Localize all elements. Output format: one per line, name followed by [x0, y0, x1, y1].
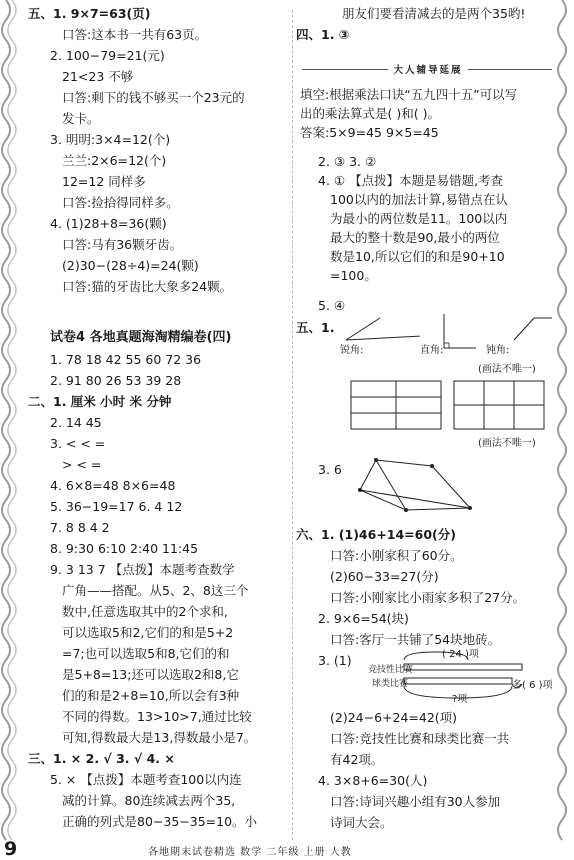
left-answer-line: 兰兰:2×6=12(个) [62, 153, 167, 168]
left-answer-line: 发卡。 [62, 111, 100, 126]
right-answer-line: (2)60−33=27(分) [330, 569, 439, 584]
footer-book-info: 各地期末试卷精选 数学 二年级 上册 人教 [148, 847, 352, 858]
bar-top-count-paren: ( 24 )项 [442, 649, 479, 660]
left-answer-line: 2. 100−79=21(元) [50, 48, 165, 63]
left-answer-line: 可知,得数最大是13,得数最小是7。 [62, 730, 257, 745]
banner-line-left [302, 69, 388, 70]
right-answer-line: 口答:小刚家比小雨家多积了27分。 [330, 590, 526, 605]
parent-guidance-banner [302, 62, 552, 76]
left-answer-line: 2. 14 45 [50, 415, 102, 430]
left-answer-line: 5. × 【点拨】本题考查100以内连 [50, 772, 242, 787]
left-answer-line: 五、1. 9×7=63(页) [28, 6, 151, 21]
bar-more-label: 多 [512, 680, 522, 691]
right-answer-line: 口答:诗词兴趣小组有30人参加 [330, 794, 501, 809]
right-answer-line: 填空:根据乘法口诀“五九四十五”可以写 [300, 87, 518, 102]
page-footer [0, 838, 574, 860]
left-answer-line: 正确的列式是80−35−35=10。小 [62, 814, 258, 829]
right-answer-line: 出的乘法算式是( )和( )。 [300, 106, 440, 121]
left-answer-line: 口答:剩下的钱不够买一个23元的 [62, 90, 245, 105]
right-answer-line: =100。 [330, 268, 377, 283]
left-answer-line: (2)30−(28÷4)=24(颗) [62, 258, 199, 273]
banner-line-right [468, 69, 552, 70]
bar-top-unit: 项 [468, 649, 479, 660]
bar-label-ball-games: 球类比赛 [372, 679, 409, 689]
right-answer-line: 4. ① 【点拨】本题是易错题,考查 [318, 173, 504, 188]
column-divider [292, 10, 293, 840]
rectangle-grid-left [351, 381, 441, 429]
left-answer-line: 4. 6×8=48 8×6=48 [50, 478, 176, 493]
right-answer-line: (2)24−6+24=42(项) [330, 710, 458, 725]
left-answer-line: 2. 91 80 26 53 39 28 [50, 373, 182, 388]
left-answer-line: 口答:马有36颗牙齿。 [62, 237, 183, 252]
drawing-note-1: (画法不唯一) [478, 364, 536, 375]
obtuse-angle [514, 318, 552, 340]
right-answer-line: 五、1. [296, 320, 335, 335]
left-answer-line: 们的和是2+8=10,所以会有3种 [62, 688, 240, 703]
left-answer-line: 3. 明明:3×4=12(个) [50, 132, 171, 147]
left-answer-line: 12=12 同样多 [62, 174, 146, 189]
left-answer-line: 1. 78 18 42 55 60 72 36 [50, 352, 202, 367]
drawing-note-2: (画法不唯一) [478, 438, 536, 449]
banner-text: 大人辅导延展 [390, 62, 466, 76]
right-answer-line: 为最小的两位数是11。100以内 [330, 211, 508, 226]
rectangle-grid-right [454, 381, 544, 429]
right-answer-line: 4. 3×8+6=30(人) [318, 773, 428, 788]
right-answer-line: 3. 6 [318, 462, 342, 477]
right-answer-line: 四、1. ③ [296, 27, 350, 42]
left-answer-line: 可以选取5和2,它们的和是5+2 [62, 625, 234, 640]
right-answer-line: 六、1. (1)46+14=60(分) [296, 527, 456, 542]
right-answer-line: 数是10,所以它们的和是90+10 [330, 249, 505, 264]
acute-angle-label: 锐角: [340, 345, 364, 356]
line-segments-figure [358, 456, 478, 516]
left-answer-line: 三、1. × 2. √ 3. √ 4. × [28, 751, 175, 766]
right-answer-line: 答案:5×9=45 9×5=45 [300, 125, 439, 140]
right-answer-line: 2. 9×6=54(块) [318, 611, 409, 626]
test-paper-4-title: 试卷4 各地真题海淘精编卷(四) [50, 330, 232, 345]
left-answer-line: 口答:捡拾得同样多。 [62, 195, 179, 210]
ball-games-bar [404, 678, 512, 684]
bar-more-unit: 项 [542, 680, 553, 691]
left-answer-line: 不同的得数。13>10>7,通过比较 [62, 709, 252, 724]
left-answer-line: 3. < < = [50, 436, 106, 451]
bar-more-count: 6 [529, 680, 536, 691]
right-answer-line: 100以内的加法计算,易错点在认 [330, 192, 508, 207]
left-answer-line: 口答:这本书一共有63页。 [62, 27, 208, 42]
left-answer-line: 减的计算。80连续减去两个35, [62, 793, 236, 808]
left-answer-line: 二、1. 厘米 小时 米 分钟 [28, 394, 172, 409]
bar-question: ?项 [452, 694, 468, 705]
left-wavy-border [0, 0, 22, 860]
right-angle-label: 直角: [420, 345, 444, 356]
right-answer-line: 3. (1) [318, 653, 352, 668]
right-answer-line: 口答:客厅一共铺了54块地砖。 [330, 632, 501, 647]
left-answer-line: 广角——搭配。从5、2、8这三个 [62, 583, 249, 598]
page-number: 9 [4, 838, 18, 860]
left-answer-line: 4. (1)28+8=36(颗) [50, 216, 167, 231]
left-answer-line: 数中,任意选取其中的2个求和, [62, 604, 228, 619]
right-answer-line: 口答:小刚家积了60分。 [330, 548, 463, 563]
left-answer-line: 5. 36−19=17 6. 4 12 [50, 499, 183, 514]
competition-bar [404, 664, 522, 670]
bar-label-competition: 竞技性比赛 [368, 665, 414, 675]
left-answer-line: 是5+8=13;还可以选取2和8,它 [62, 667, 239, 682]
angle-drawings [336, 312, 552, 358]
bar-top-count: 24 [449, 649, 462, 660]
left-answer-line: 8. 9:30 6:10 2:40 11:45 [50, 541, 199, 556]
left-answer-line: 7. 8 8 4 2 [50, 520, 110, 535]
right-answer-line: 5. ④ [318, 298, 346, 313]
right-answer-line: 2. ③ 3. ② [318, 154, 377, 169]
rectangle-divisions [350, 380, 546, 432]
right-angle [444, 314, 476, 348]
acute-angle [346, 318, 420, 340]
left-answer-line: 21<23 不够 [62, 69, 134, 84]
right-answer-line: 最大的整十数是90,最小的两位 [330, 230, 500, 245]
left-answer-line: 9. 3 13 7 【点拨】本题考查数学 [50, 562, 235, 577]
right-answer-line: 朋友们要看清减去的是两个35哟! [342, 6, 526, 21]
left-answer-line: > < = [62, 457, 102, 472]
right-wavy-border [552, 0, 574, 860]
right-answer-line: 口答:竞技性比赛和球类比赛一共 [330, 731, 510, 746]
left-answer-line: 口答:猫的牙齿比大象多24颗。 [62, 279, 233, 294]
right-answer-line: 诗词大会。 [330, 815, 393, 830]
bar-difference: 多( 6 )项 [512, 680, 553, 691]
obtuse-angle-label: 钝角: [486, 345, 510, 356]
right-answer-line: 有42项。 [330, 752, 384, 767]
left-answer-line: =7;也可以选取5和8,它们的和 [62, 646, 230, 661]
